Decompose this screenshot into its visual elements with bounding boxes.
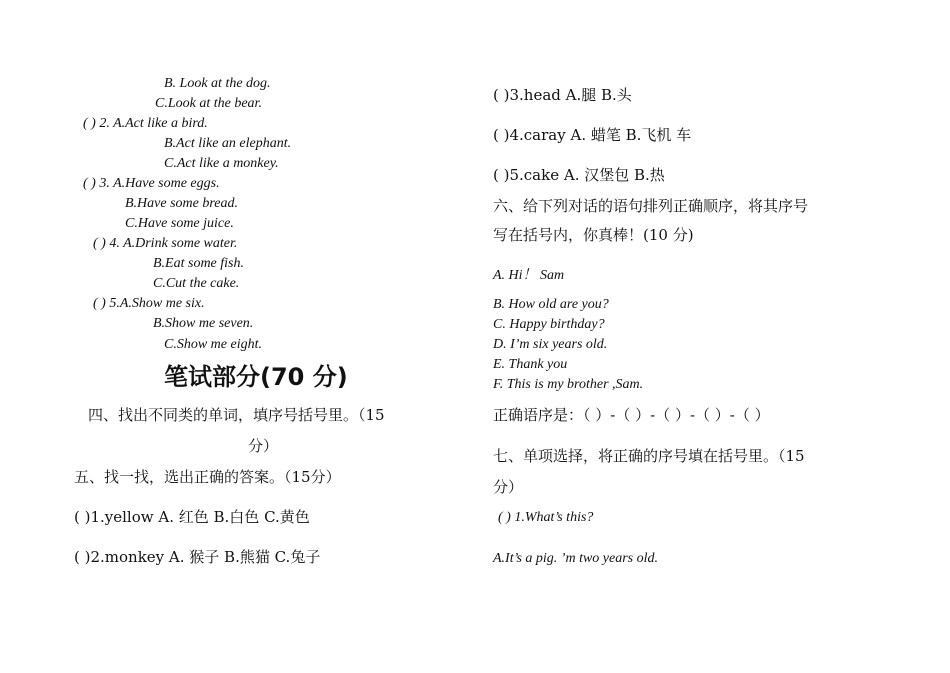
section-title: 五、找一找，选出正确的答案。（15分） xyxy=(74,468,341,486)
option-line: B. Look at the dog. xyxy=(164,76,271,91)
question-line: ( )3.head A.腿 B.头 xyxy=(493,86,632,104)
option-line: C.Show me eight. xyxy=(164,337,262,352)
option-line: B.Show me seven. xyxy=(153,316,254,331)
question-line: ( )4.caray A. 蜡笔 B.飞机 车 xyxy=(493,126,692,144)
section-title: 六、给下列对话的语句排列正确顺序，将其序号 xyxy=(493,197,809,215)
option-line: C.Act like a monkey. xyxy=(164,156,279,171)
option-line: B.Have some bread. xyxy=(125,196,239,211)
option-line: C.Cut the cake. xyxy=(153,276,240,291)
section-title: 四、找出不同类的单词，填序号括号里。（15 xyxy=(88,406,385,424)
section-title-cont: 分） xyxy=(493,478,524,496)
dialogue-line: B. How old are you? xyxy=(493,297,609,312)
dialogue-line: C. Happy birthday? xyxy=(493,317,605,332)
answer-options: A.It’s a pig. ’m two years old. xyxy=(493,551,659,566)
question-line: ( ) 5.A.Show me six. xyxy=(93,296,205,311)
section-title-cont: 写在括号内，你真棒！(10 分) xyxy=(493,226,694,244)
section-title: 七、单项选择，将正确的序号填在括号里。（15 xyxy=(493,447,805,465)
question-line: ( ) 2. A.Act like a bird. xyxy=(83,116,208,131)
section-heading: 笔试部分(70 分) xyxy=(164,363,348,391)
question-line: ( )5.cake A. 汉堡包 B.热 xyxy=(493,166,665,184)
question-line: ( ) 1.What’s this? xyxy=(498,510,594,525)
option-line: C.Have some juice. xyxy=(125,216,234,231)
dialogue-line: E. Thank you xyxy=(493,357,568,372)
section-title-cont: 分） xyxy=(248,437,279,455)
question-line: ( ) 3. A.Have some eggs. xyxy=(83,176,220,191)
dialogue-line: F. This is my brother ,Sam. xyxy=(493,377,644,392)
option-line: B.Act like an elephant. xyxy=(164,136,292,151)
question-line: ( ) 4. A.Drink some water. xyxy=(93,236,238,251)
option-line: C.Look at the bear. xyxy=(155,96,262,111)
option-line: B.Eat some fish. xyxy=(153,256,244,271)
question-line: ( )2.monkey A. 猴子 B.熊猫 C.兔子 xyxy=(74,548,321,566)
question-line: ( )1.yellow A. 红色 B.白色 C.黄色 xyxy=(74,508,310,526)
dialogue-line: D. I’m six years old. xyxy=(493,337,608,352)
answer-order-line: 正确语序是：（ ）-（ ）-（ ）-（ ）-（ ） xyxy=(493,406,770,424)
dialogue-line: A. Hi！ Sam xyxy=(493,268,565,283)
